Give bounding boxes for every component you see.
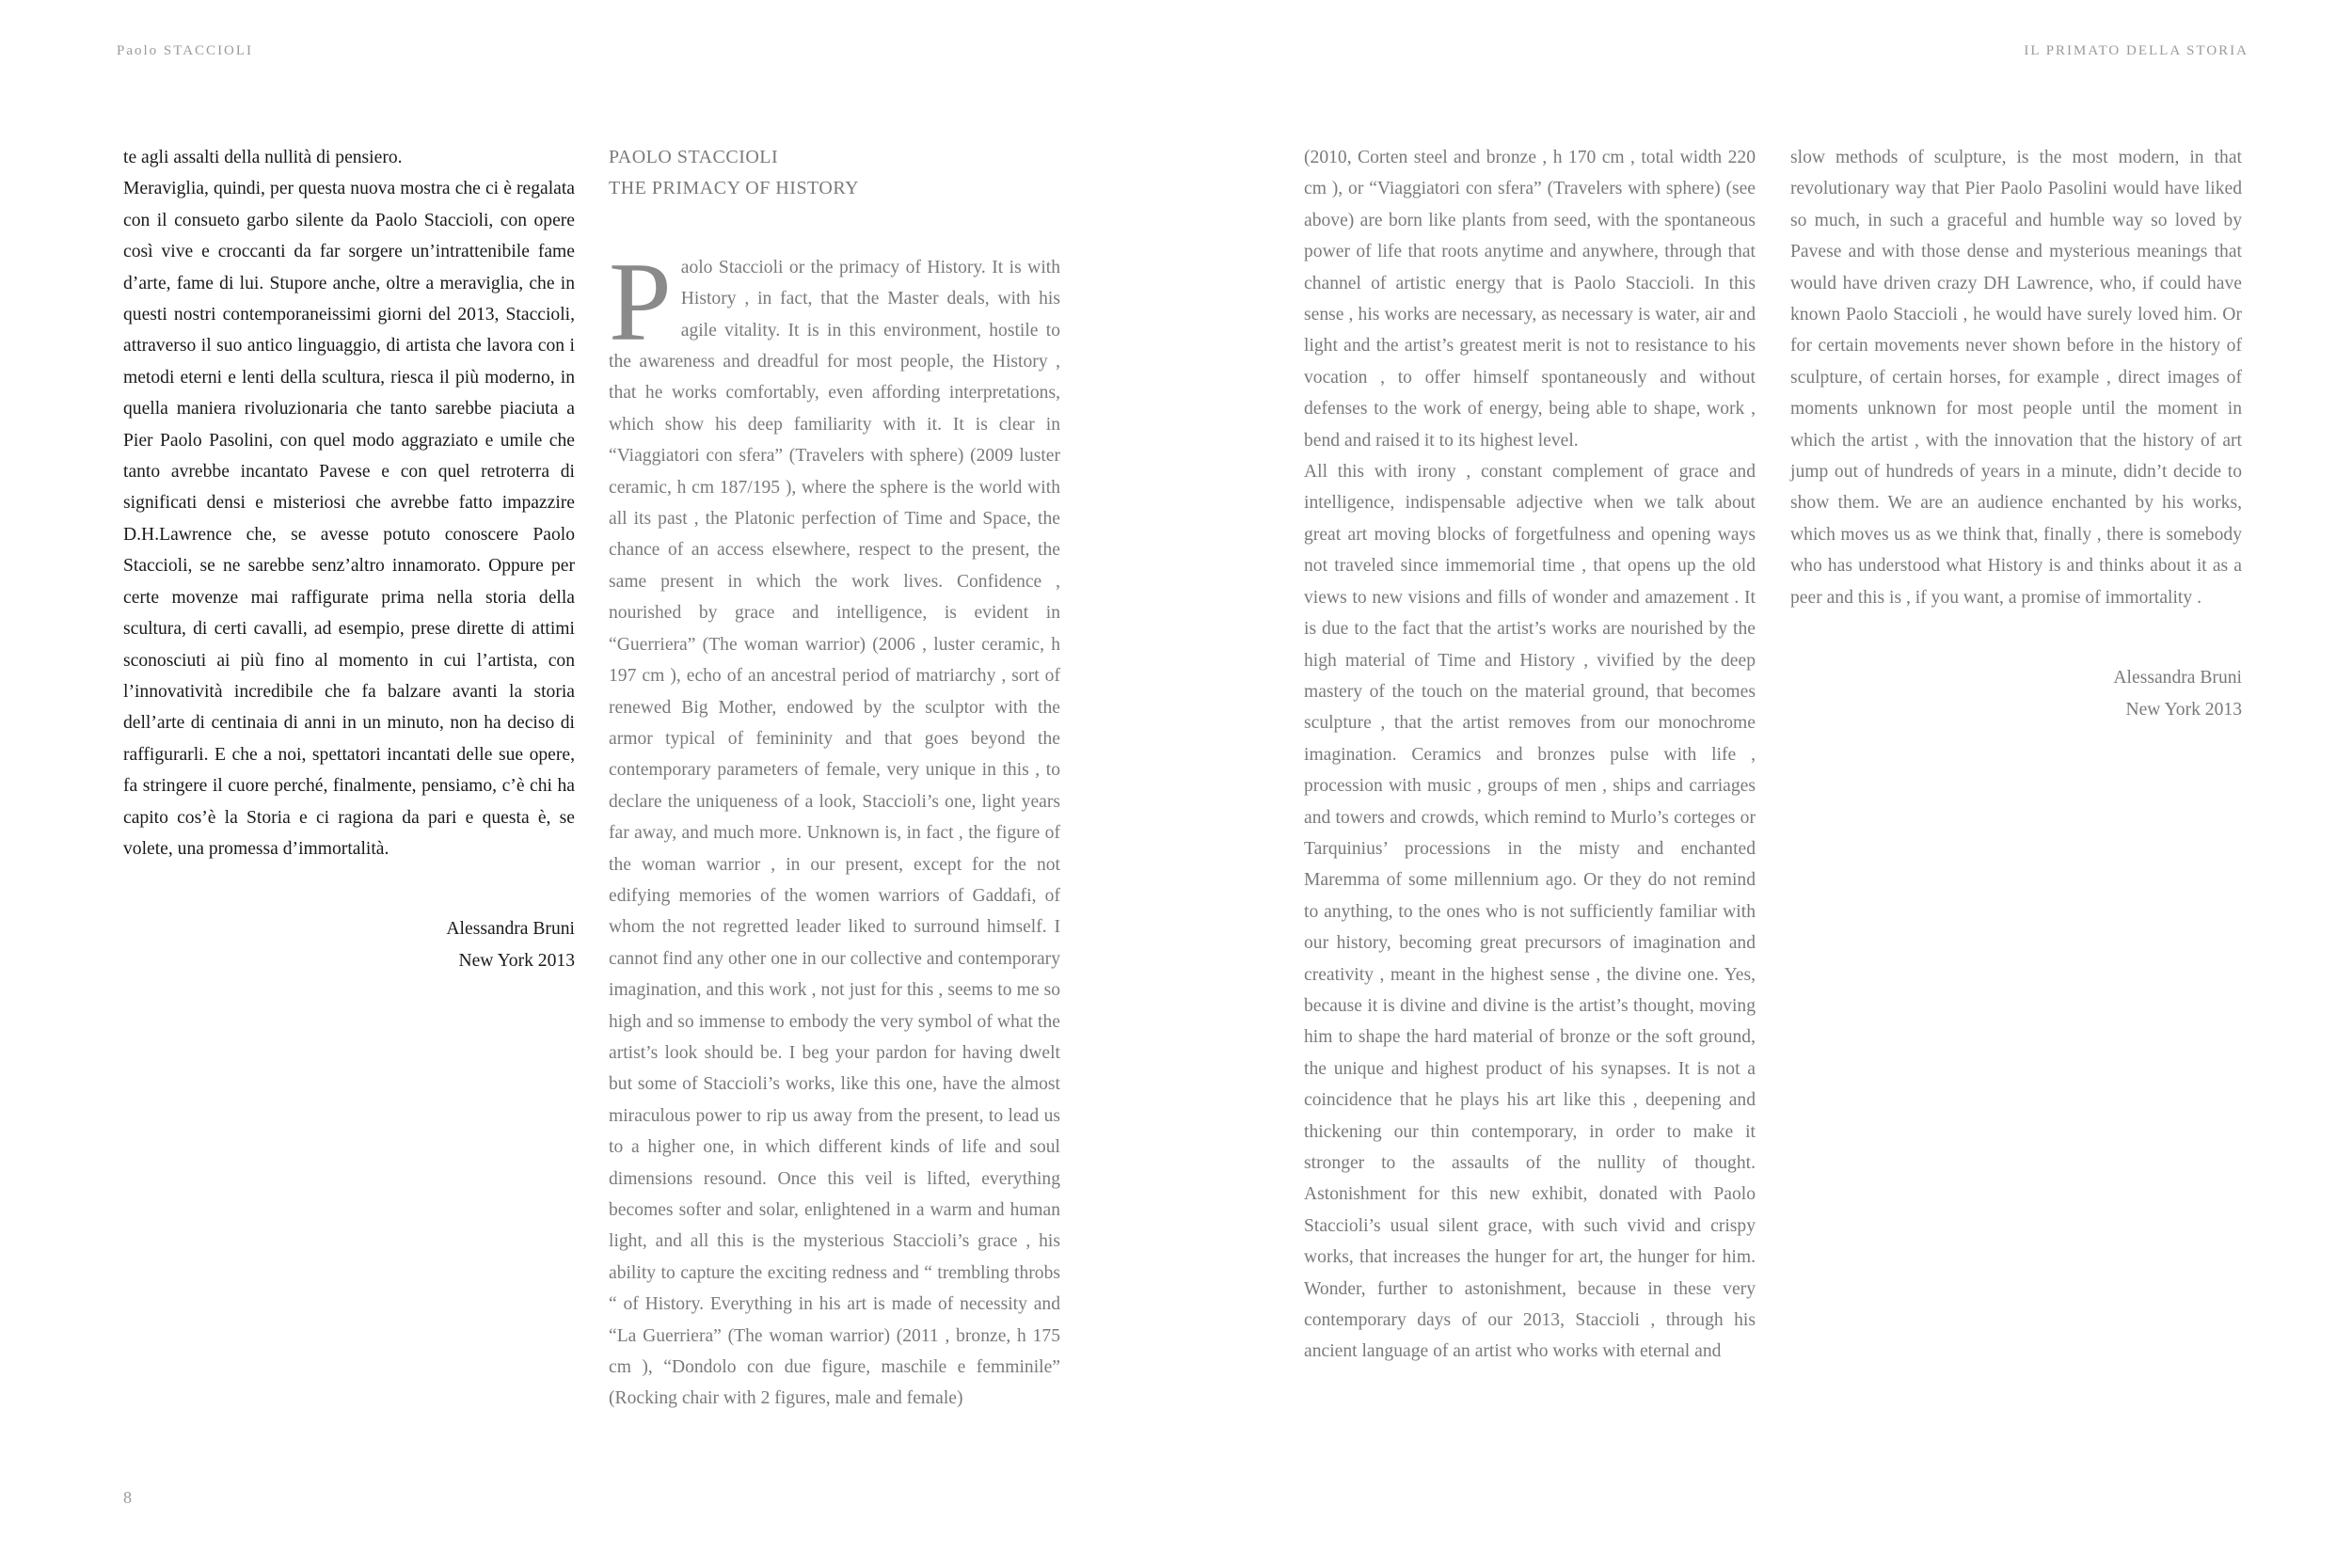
article-title-line-1: PAOLO STACCIOLI [609,147,779,167]
english-body-text-3: slow methods of sculpture, is the most modern, in that revolutionary way that Pier Paolo Pasolini would have liked so much, in such a graceful and humble way so loved by Pavese and with those dense and mysterious meanings that would have driven crazy DH Lawrence, who, if could have known Paolo Staccioli , he would have surely loved him. Or for certain movements never shown before in the history of sculpture, of certain horses, for example , direct images of moments unknown for most people until the moment in which the artist , with the innovation that the history of art jump out of hundreds of years in a minute, didn’t decide to show them. We are an audience enchanted by his works, which moves us as we think that, finally , there is somebody who has understood what History is and thinks about it as a peer and this is , if you want, a promise of immortality . [1790,148,2242,608]
english-body-text-1-content: aolo Staccioli or the primacy of History. It is with History , in fact, that the Master deals, with his agile vitality. It is in this environment, hostile to the awareness and dreadful for most people, the History , that he works comfortably, even affording interpretations, which show his deep familiarity with it. It is clear in “Viaggiatori con sfera” (Travelers with sphere) (2009 luster ceramic, h cm 187/195 ), where the sphere is the world with all its past , the Platonic perfection of Time and Space, the chance of an access elsewhere, respect to the present, the same present in which the work lives. Confidence , nourished by grace and intelligence, is evident in “Guerriera” (The woman warrior) (2006 , luster ceramic, h 197 cm ), echo of an ancestral period of matriarchy , sort of renewed Big Mother, endowed by the sculptor with the armor typical of femininity and that goes beyond the contemporary parameters of female, very unique in this , to declare the uniqueness of a look, Staccioli’s one, light years far away, and much more. Unknown is, in fact , the figure of the woman warrior , in our present, except for the not edifying memories of the women warriors of Gaddafi, of whom the not regretted leader liked to surround himself. I cannot find any other one in our collective and contemporary imagination, and this work , not just for this , seems to me so high and so immense to embody the very symbol of what the artist’s look should be. I beg your pardon for having dwelt but some of Staccioli’s works, like this one, have the almost miraculous power to rip us away from the present, to lead us to a higher one, in which different kinds of life and soul dimensions resound. Once this veil is lifted, everything becomes softer and solar, enlightened in a warm and human light, and all this is the mysterious Staccioli’s grace , his ability to capture the exciting redness and “ trembling throbs “ of History. Everything in his art is made of necessity and “La Guerriera” (The woman warrior) (2011 , bronze, h 175 cm ), “Dondolo con due figure, maschile e femminile” (Rocking chair with 2 figures, male and female) [609,257,1060,1409]
italian-text-column [123,142,575,976]
signature-block-english [1790,662,2242,725]
author-name: Alessandra Bruni [446,919,575,940]
author-place-date: New York 2013 [458,950,575,971]
article-title-line-2: THE PRIMACY OF HISTORY [609,178,860,199]
english-text-column-3 [1790,142,2242,725]
drop-cap: P [609,238,672,364]
english-body-text-2: (2010, Corten steel and bronze , h 170 cm , total width 220 cm ), or “Viaggiatori con sfera” (Travelers with sphere) (see above) are born like plants from seed, with the spontaneous power of life that roots anytime and anywhere, through that channel of artistic energy that is Paolo Staccioli. In this sense , his works are necessary, as necessary is water, air and light and the artist’s greatest merit is not to resistance to his vocation , to offer himself spontaneously and without defenses to the work of energy, being able to shape, work , bend and raised it to its highest level. All this with irony , constant complement of grace and intelligence, indispensable adjective when we talk about great art moving blocks of forgetfulness and opening ways not traveled since immemorial time , that opens up the old views to new visions and fills of wonder and amazement . It is due to the fact that the artist’s works are nourished by the high material of Time and History , vivified by the deep mastery of the touch on the material ground, that becomes sculpture , that the artist removes from our monochrome imagination. Ceramics and bronzes pulse with life , procession with music , groups of men , ships and carriages and towers and crowds, which remind to Murlo’s corteges or Tarquinius’ processions in the misty and enchanted Maremma of some millennium ago. Or they do not remind to anything, to the ones who is not sufficiently familiar with our history, becoming great precursors of imagination and creativity , meant in the highest sense , the divine one. Yes, because it is divine and divine is the artist’s thought, moving him to shape the hard material of bronze or the soft ground, the unique and highest product of his synapses. It is not a coincidence that he plays his art like this , deepening and thickening our thin contemporary, in order to make it stronger to the assaults of the nullity of thought. Astonishment for this new exhibit, donated with Paolo Staccioli’s usual silent grace, with such vivid and crispy works, that increases the hunger for art, the hunger for him. Wonder, further to astonishment, because in these very contemporary days of our 2013, Staccioli , through his ancient language of an artist who works with eternal and [1304,148,1756,1362]
page-number: 8 [123,1488,132,1507]
signature-block [123,913,575,976]
article-title [609,142,1060,205]
english-text-column-2 [1304,142,1756,1368]
author-place-date-english: New York 2013 [2125,699,2242,720]
running-header-left: Paolo STACCIOLI [117,43,254,58]
author-name-english: Alessandra Bruni [2113,668,2242,689]
english-text-column-1 [609,142,1060,1415]
running-header-right: IL PRIMATO DELLA STORIA [2024,43,2249,58]
italian-body-text: te agli assalti della nullità di pensiero. Meraviglia, quindi, per questa nuova mostra che ci è regalata con il consueto garbo silente da Paolo Staccioli, con opere così vive e croccanti da far sorgere un’intrattenibile fame d’arte, fame di lui. Stupore anche, oltre a meraviglia, che in questi nostri contemporaneissimi giorni del 2013, Staccioli, attraverso il suo antico linguaggio, di artista che lavora con i metodi eterni e lenti della scultura, riesca il più moderno, in quella maniera rivoluzionaria che tanto sarebbe piaciuta a Pier Paolo Pasolini, con quel modo aggraziato e umile che tanto avrebbe incantato Pavese e con quel retroterra di significati densi e misteriosi che avrebbe fatto impazzire D.H.Lawrence che, se avesse potuto conoscere Paolo Staccioli, se ne sarebbe senz’altro innamorato. Oppure per certe movenze mai raffigurate prima nella storia della scultura, di certi cavalli, ad esempio, prese dirette di attimi sconosciuti ai più fino al momento in cui l’artista, con l’innovatività incredibile che fa balzare avanti la storia dell’arte di centinaia di anni in un minuto, non ha deciso di raffigurarli. E che a noi, spettatori incantati delle sue opere, fa stringere il cuore perché, finalmente, pensiamo, c’è chi ha capito cos’è la Storia e ci ragiona da pari e questa è, se volete, una promessa d’immortalità. [123,148,575,859]
english-body-text-1 [609,238,1060,1415]
